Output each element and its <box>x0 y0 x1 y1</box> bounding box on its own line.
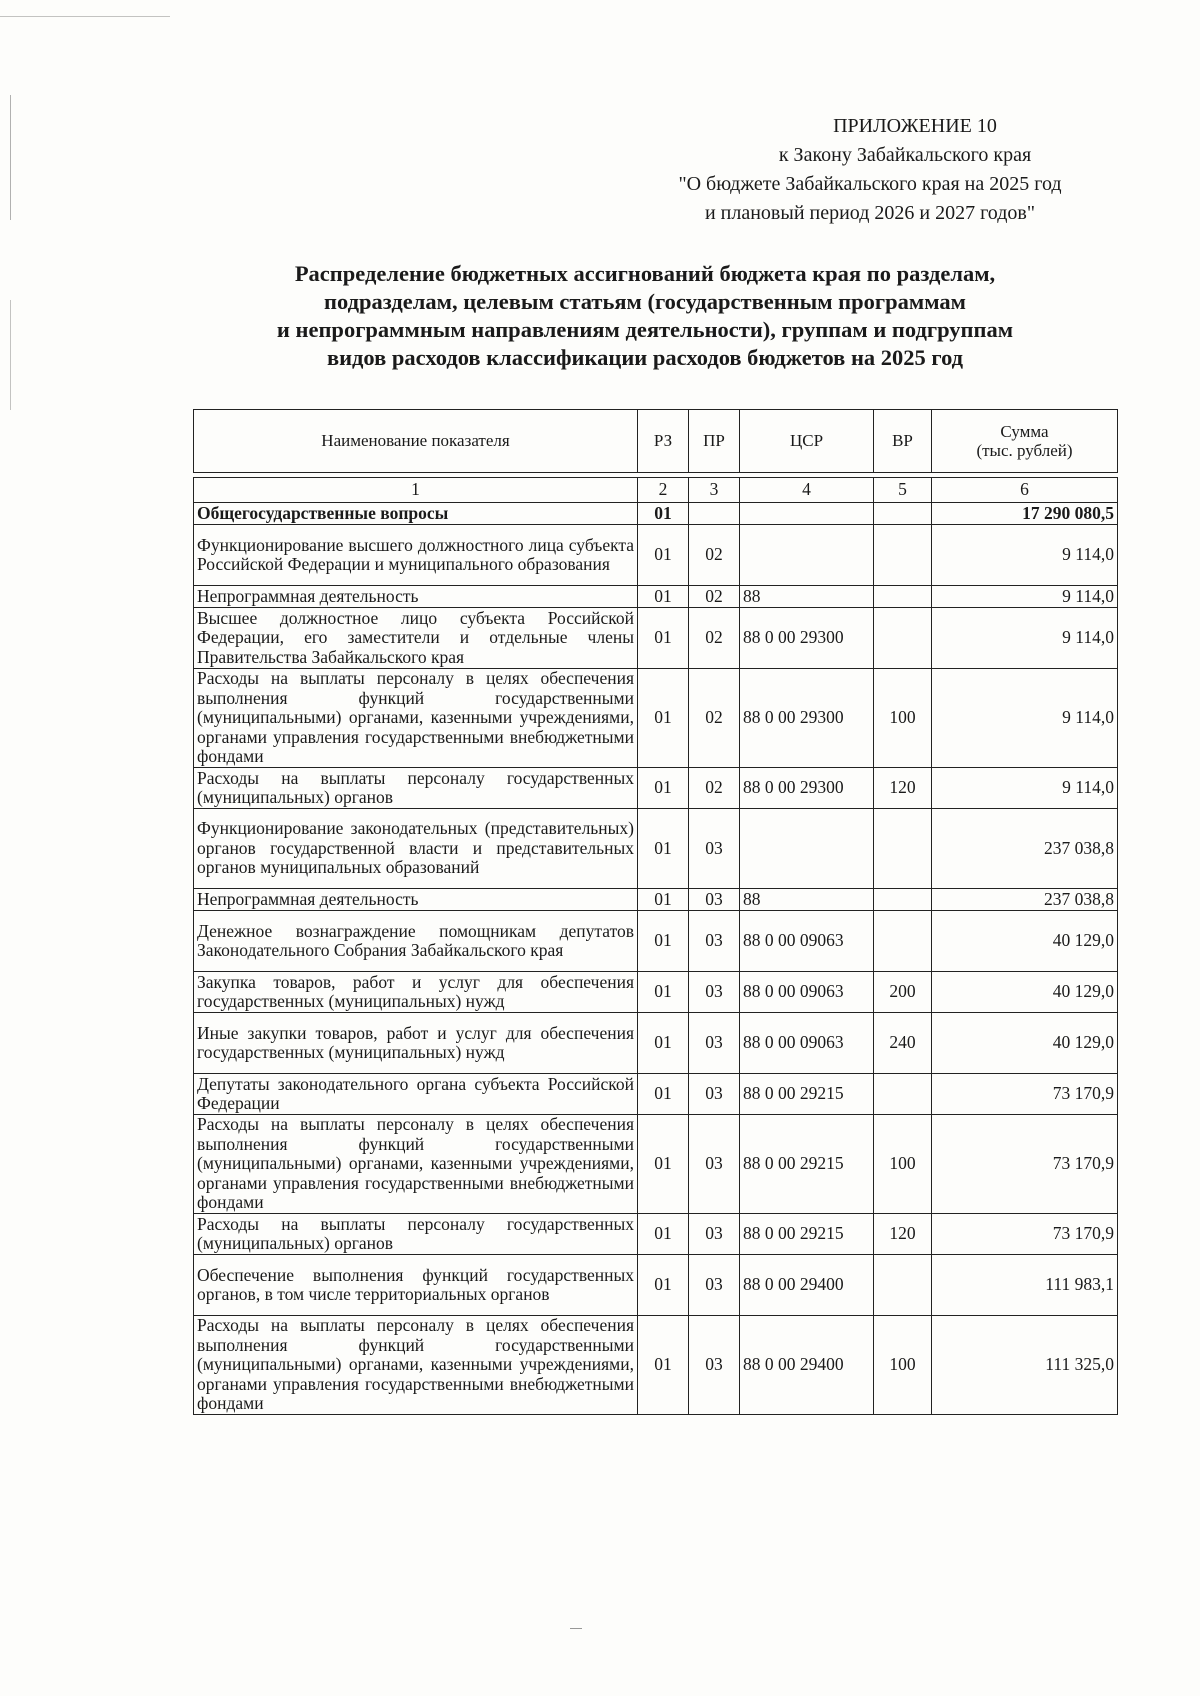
row-rz-cell: 01 <box>638 586 689 608</box>
row-pr-cell: 03 <box>689 1013 740 1074</box>
row-vr-cell <box>874 1074 932 1115</box>
table-row <box>194 608 1118 669</box>
row-sum-cell: 40 129,0 <box>932 1013 1118 1074</box>
document-title-line: и непрограммным направлениям деятельности), группам и подгруппам <box>276 317 1014 342</box>
row-name-cell: Непрограммная деятельность <box>194 586 638 608</box>
row-name-cell: Непрограммная деятельность <box>194 889 638 911</box>
table-header-row <box>194 410 1118 473</box>
scan-artifact <box>10 95 11 220</box>
row-rz-cell: 01 <box>638 911 689 972</box>
column-number: 5 <box>874 478 932 503</box>
row-vr-cell <box>874 809 932 889</box>
row-sum-cell: 9 114,0 <box>932 669 1118 768</box>
row-csr-cell: 88 0 00 29215 <box>740 1074 874 1115</box>
row-name-cell: Расходы на выплаты персоналу государственных (муниципальных) органов <box>194 1214 638 1255</box>
row-rz-cell: 01 <box>638 1316 689 1415</box>
column-number: 4 <box>740 478 874 503</box>
row-pr-cell <box>689 503 740 525</box>
row-pr-cell: 02 <box>689 669 740 768</box>
table-row <box>194 809 1118 889</box>
row-csr-cell: 88 0 00 29400 <box>740 1316 874 1415</box>
row-rz-cell: 01 <box>638 503 689 525</box>
row-csr-cell: 88 0 00 29300 <box>740 608 874 669</box>
row-sum-cell: 73 170,9 <box>932 1074 1118 1115</box>
scan-artifact <box>0 16 170 17</box>
table-row <box>194 1115 1118 1214</box>
row-name-cell: Закупка товаров, работ и услуг для обеспечения государственных (муниципальных) нужд <box>194 972 638 1013</box>
row-vr-cell <box>874 525 932 586</box>
row-csr-cell: 88 0 00 09063 <box>740 972 874 1013</box>
row-vr-cell <box>874 911 932 972</box>
row-vr-cell <box>874 503 932 525</box>
table-row <box>194 525 1118 586</box>
row-sum-cell: 9 114,0 <box>932 525 1118 586</box>
row-vr-cell: 200 <box>874 972 932 1013</box>
header-rz: РЗ <box>638 410 689 473</box>
row-vr-cell: 100 <box>874 1115 932 1214</box>
header-csr: ЦСР <box>740 410 874 473</box>
row-pr-cell: 03 <box>689 809 740 889</box>
appendix-line: "О бюджете Забайкальского края на 2025 год <box>678 173 1062 195</box>
row-vr-cell <box>874 586 932 608</box>
row-name-cell: Расходы на выплаты персоналу в целях обеспечения выполнения функций государственными (муниципальными) органами, казенными учреждениями, органами управления государственными внебюджетными фондами <box>194 669 638 768</box>
document-title <box>190 260 1100 372</box>
column-number: 1 <box>194 478 638 503</box>
document-title-line: Распределение бюджетных ассигнований бюджета края по разделам, <box>294 261 996 286</box>
table-row <box>194 1255 1118 1316</box>
budget-table <box>193 409 1118 1415</box>
row-name-cell: Расходы на выплаты персоналу в целях обеспечения выполнения функций государственными (муниципальными) органами, казенными учреждениями, органами управления государственными внебюджетными фондами <box>194 1115 638 1214</box>
header-name: Наименование показателя <box>194 410 638 473</box>
row-pr-cell: 03 <box>689 1214 740 1255</box>
row-sum-cell: 9 114,0 <box>932 768 1118 809</box>
row-csr-cell: 88 0 00 29300 <box>740 669 874 768</box>
row-csr-cell: 88 0 00 29300 <box>740 768 874 809</box>
row-rz-cell: 01 <box>638 1255 689 1316</box>
row-rz-cell: 01 <box>638 1074 689 1115</box>
row-pr-cell: 03 <box>689 911 740 972</box>
row-pr-cell: 03 <box>689 889 740 911</box>
row-rz-cell: 01 <box>638 809 689 889</box>
row-sum-cell: 9 114,0 <box>932 586 1118 608</box>
table-row <box>194 1013 1118 1074</box>
appendix-line: к Закону Забайкальского края <box>778 144 1032 166</box>
row-name-cell: Функционирование законодательных (представительных) органов государственной власти и представительных органов муниципальных образований <box>194 809 638 889</box>
row-csr-cell: 88 0 00 29215 <box>740 1115 874 1214</box>
row-name-cell: Функционирование высшего должностного лица субъекта Российской Федерации и муниципального образования <box>194 525 638 586</box>
header-sum-line1: Сумма <box>1000 421 1049 441</box>
row-csr-cell <box>740 503 874 525</box>
row-rz-cell: 01 <box>638 608 689 669</box>
table-row <box>194 586 1118 608</box>
row-sum-cell: 9 114,0 <box>932 608 1118 669</box>
row-sum-cell: 73 170,9 <box>932 1214 1118 1255</box>
table-row <box>194 503 1118 525</box>
row-rz-cell: 01 <box>638 1115 689 1214</box>
row-csr-cell <box>740 809 874 889</box>
row-sum-cell: 40 129,0 <box>932 972 1118 1013</box>
header-sum-line2: (тыс. рублей) <box>976 441 1073 460</box>
appendix-header <box>630 112 1110 228</box>
row-rz-cell: 01 <box>638 768 689 809</box>
row-csr-cell <box>740 525 874 586</box>
column-number: 2 <box>638 478 689 503</box>
table-body <box>194 503 1118 1415</box>
row-name-cell: Высшее должностное лицо субъекта Российской Федерации, его заместители и отдельные члены Правительства Забайкальского края <box>194 608 638 669</box>
row-name-cell: Иные закупки товаров, работ и услуг для обеспечения государственных (муниципальных) нужд <box>194 1013 638 1074</box>
row-sum-cell: 111 325,0 <box>932 1316 1118 1415</box>
row-name-cell: Расходы на выплаты персоналу в целях обеспечения выполнения функций государственными (муниципальными) органами, казенными учреждениями, органами управления государственными внебюджетными фондами <box>194 1316 638 1415</box>
row-rz-cell: 01 <box>638 1013 689 1074</box>
row-csr-cell: 88 <box>740 889 874 911</box>
row-sum-cell: 17 290 080,5 <box>932 503 1118 525</box>
scan-artifact <box>10 300 11 410</box>
document-title-line: подразделам, целевым статьям (государственным программам <box>324 289 966 314</box>
scan-artifact <box>570 1628 582 1629</box>
row-pr-cell: 03 <box>689 1316 740 1415</box>
appendix-title: ПРИЛОЖЕНИЕ 10 <box>833 115 997 137</box>
appendix-line: и плановый период 2026 и 2027 годов" <box>704 202 1036 224</box>
header-vr: ВР <box>874 410 932 473</box>
row-pr-cell: 02 <box>689 768 740 809</box>
table-row <box>194 1074 1118 1115</box>
row-sum-cell: 40 129,0 <box>932 911 1118 972</box>
row-sum-cell: 237 038,8 <box>932 889 1118 911</box>
row-vr-cell <box>874 889 932 911</box>
row-csr-cell: 88 <box>740 586 874 608</box>
row-name-cell: Общегосударственные вопросы <box>194 503 638 525</box>
row-rz-cell: 01 <box>638 1214 689 1255</box>
table-row <box>194 889 1118 911</box>
row-rz-cell: 01 <box>638 525 689 586</box>
row-vr-cell: 120 <box>874 1214 932 1255</box>
row-vr-cell: 100 <box>874 1316 932 1415</box>
row-pr-cell: 03 <box>689 1115 740 1214</box>
column-number-row <box>194 478 1118 503</box>
row-sum-cell: 237 038,8 <box>932 809 1118 889</box>
row-rz-cell: 01 <box>638 889 689 911</box>
row-pr-cell: 02 <box>689 586 740 608</box>
table-row <box>194 669 1118 768</box>
table-row <box>194 768 1118 809</box>
table-row <box>194 911 1118 972</box>
row-sum-cell: 111 983,1 <box>932 1255 1118 1316</box>
table-row <box>194 1316 1118 1415</box>
row-csr-cell: 88 0 00 09063 <box>740 1013 874 1074</box>
header-pr: ПР <box>689 410 740 473</box>
header-sum <box>932 410 1118 473</box>
row-csr-cell: 88 0 00 29400 <box>740 1255 874 1316</box>
column-number: 6 <box>932 478 1118 503</box>
row-pr-cell: 02 <box>689 525 740 586</box>
row-csr-cell: 88 0 00 29215 <box>740 1214 874 1255</box>
table-row <box>194 972 1118 1013</box>
row-name-cell: Расходы на выплаты персоналу государственных (муниципальных) органов <box>194 768 638 809</box>
row-rz-cell: 01 <box>638 972 689 1013</box>
row-pr-cell: 03 <box>689 1074 740 1115</box>
row-vr-cell: 240 <box>874 1013 932 1074</box>
row-name-cell: Денежное вознаграждение помощникам депутатов Законодательного Собрания Забайкальского края <box>194 911 638 972</box>
row-vr-cell: 100 <box>874 669 932 768</box>
row-pr-cell: 02 <box>689 608 740 669</box>
row-name-cell: Обеспечение выполнения функций государственных органов, в том числе территориальных органов <box>194 1255 638 1316</box>
row-pr-cell: 03 <box>689 1255 740 1316</box>
row-name-cell: Депутаты законодательного органа субъекта Российской Федерации <box>194 1074 638 1115</box>
row-pr-cell: 03 <box>689 972 740 1013</box>
document-title-line: видов расходов классификации расходов бюджетов на 2025 год <box>326 345 964 370</box>
row-sum-cell: 73 170,9 <box>932 1115 1118 1214</box>
row-vr-cell <box>874 608 932 669</box>
table-row <box>194 1214 1118 1255</box>
column-number: 3 <box>689 478 740 503</box>
row-vr-cell: 120 <box>874 768 932 809</box>
row-vr-cell <box>874 1255 932 1316</box>
row-rz-cell: 01 <box>638 669 689 768</box>
row-csr-cell: 88 0 00 09063 <box>740 911 874 972</box>
